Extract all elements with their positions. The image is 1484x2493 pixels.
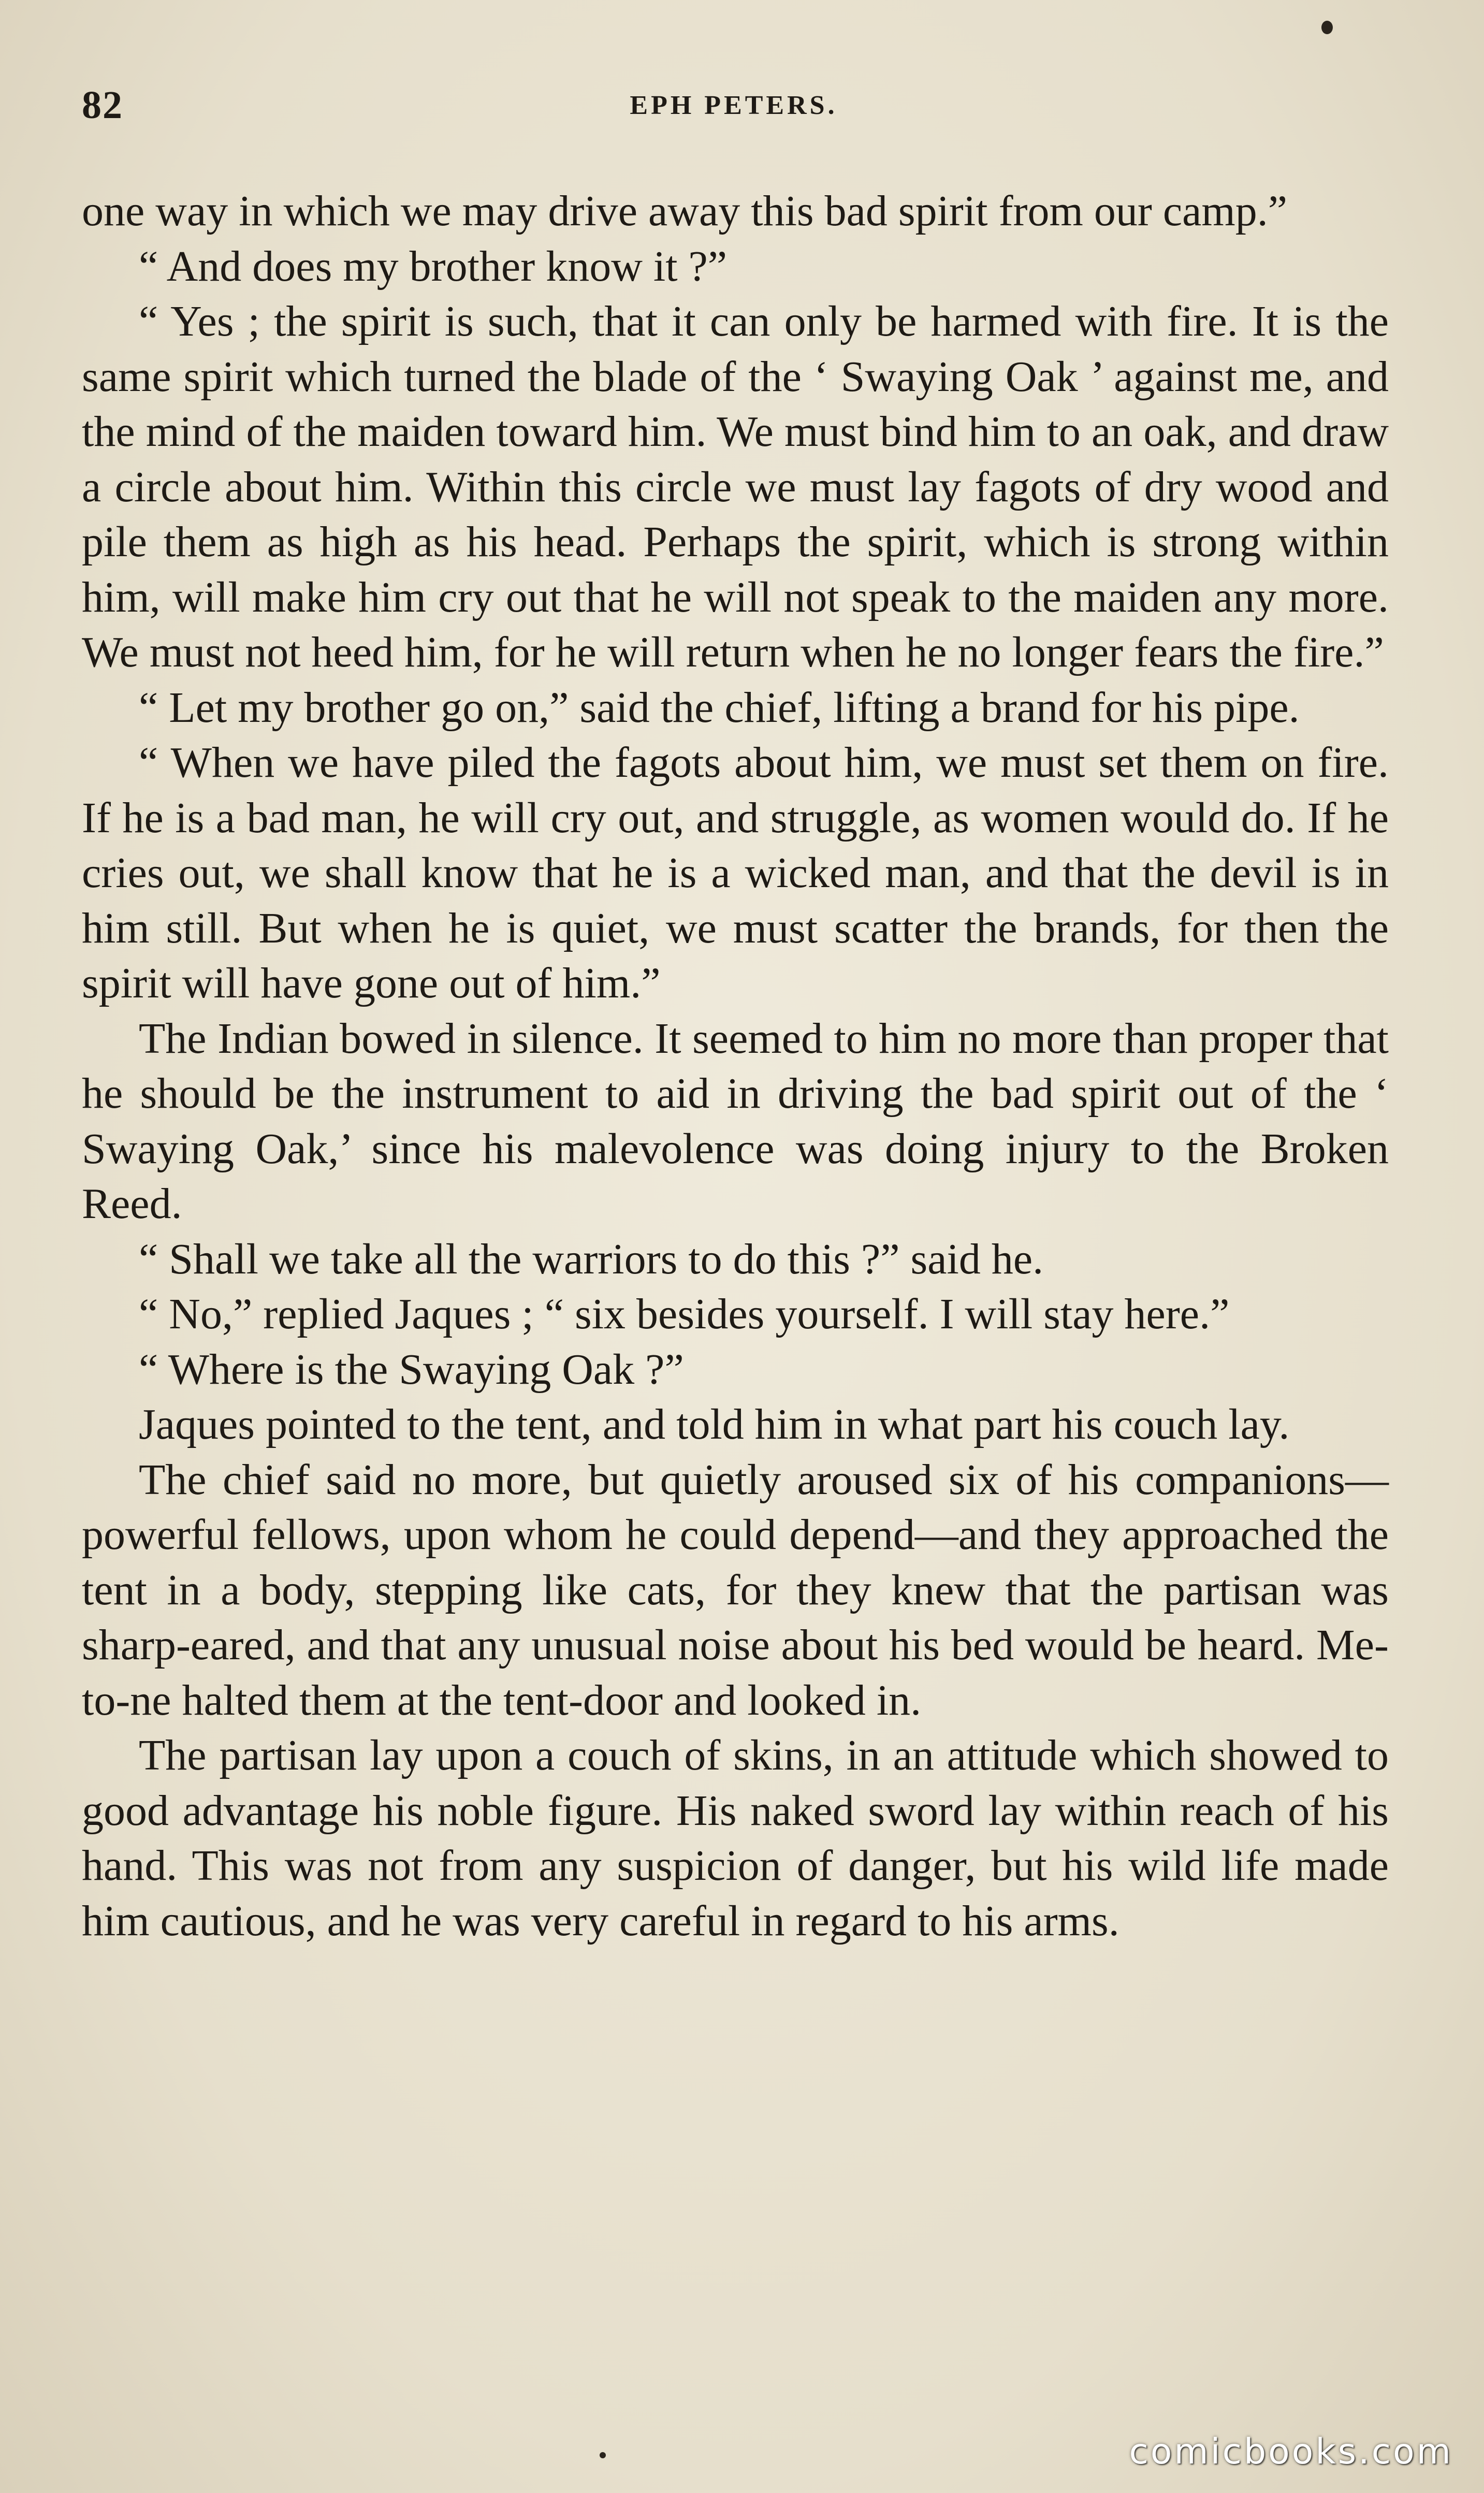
paragraph: The partisan lay upon a couch of skins, in an attitude which showed to good advantage his noble figure. His naked sword lay within reach of his hand. This was not from any suspicion of danger, but his wild life made him cautious, and he was very careful in regard to his arms. [82,1731,1389,1945]
paragraph: The Indian bowed in silence. It seemed to him no more than proper that he should be the instrument to aid in driving the bad spirit out of the ‘ Swaying Oak,’ since his malevolence was doing injury to the Broken Reed. [82,1014,1389,1228]
paragraph: “ No,” replied Jaques ; “ six besides yourself. I will stay here.” [139,1290,1230,1338]
body-text [82,184,1389,1949]
running-head: EPH PETERS. [630,91,838,120]
ink-speck [600,2452,606,2458]
paragraph: “ Shall we take all the warriors to do this ?” said he. [139,1235,1044,1283]
paragraph: “ Yes ; the spirit is such, that it can only be harmed with fire. It is the same spirit which turned the blade of the ‘ Swaying Oak ’ against me, and the mind of the maiden toward him. We must bind him to an oak, and draw a circle about him. Within this circle we must lay fagots of dry wood and pile them as high as his head. Perhaps the spirit, which is strong within him, will make him cry out that he will not speak to the maiden any more. We must not heed him, for he will return when he no longer fears the fire.” [82,297,1389,676]
paragraph: “ When we have piled the fagots about him, we must set them on fire. If he is a bad man, he will cry out, and struggle, as women would do. If he cries out, we shall know that he is a wicked man, and that the devil is in him still. But when he is quiet, we must scatter the brands, for then the spirit will have gone out of him.” [82,738,1389,1007]
ink-speck [1321,21,1333,34]
watermark: comicbooks.com [1129,2431,1453,2472]
paragraph: The chief said no more, but quietly aroused six of his companions—powerful fellows, upon whom he could depend—and they approached the tent in a body, stepping like cats, for they knew that the partisan was sharp-eared, and that any unusual noise about his bed would be heard. Me-to-ne halted them at the tent-door and looked in. [82,1455,1389,1724]
paragraph: “ Where is the Swaying Oak ?” [139,1345,684,1394]
paragraph: one way in which we may drive away this bad spirit from our camp.” [82,187,1288,235]
page-header [82,83,1386,135]
paragraph: “ Let my brother go on,” said the chief, lifting a brand for his pipe. [139,683,1300,732]
paragraph: “ And does my brother know it ?” [139,242,728,291]
page-number: 82 [82,83,123,127]
paragraph: Jaques pointed to the tent, and told him in what part his couch lay. [139,1400,1290,1448]
